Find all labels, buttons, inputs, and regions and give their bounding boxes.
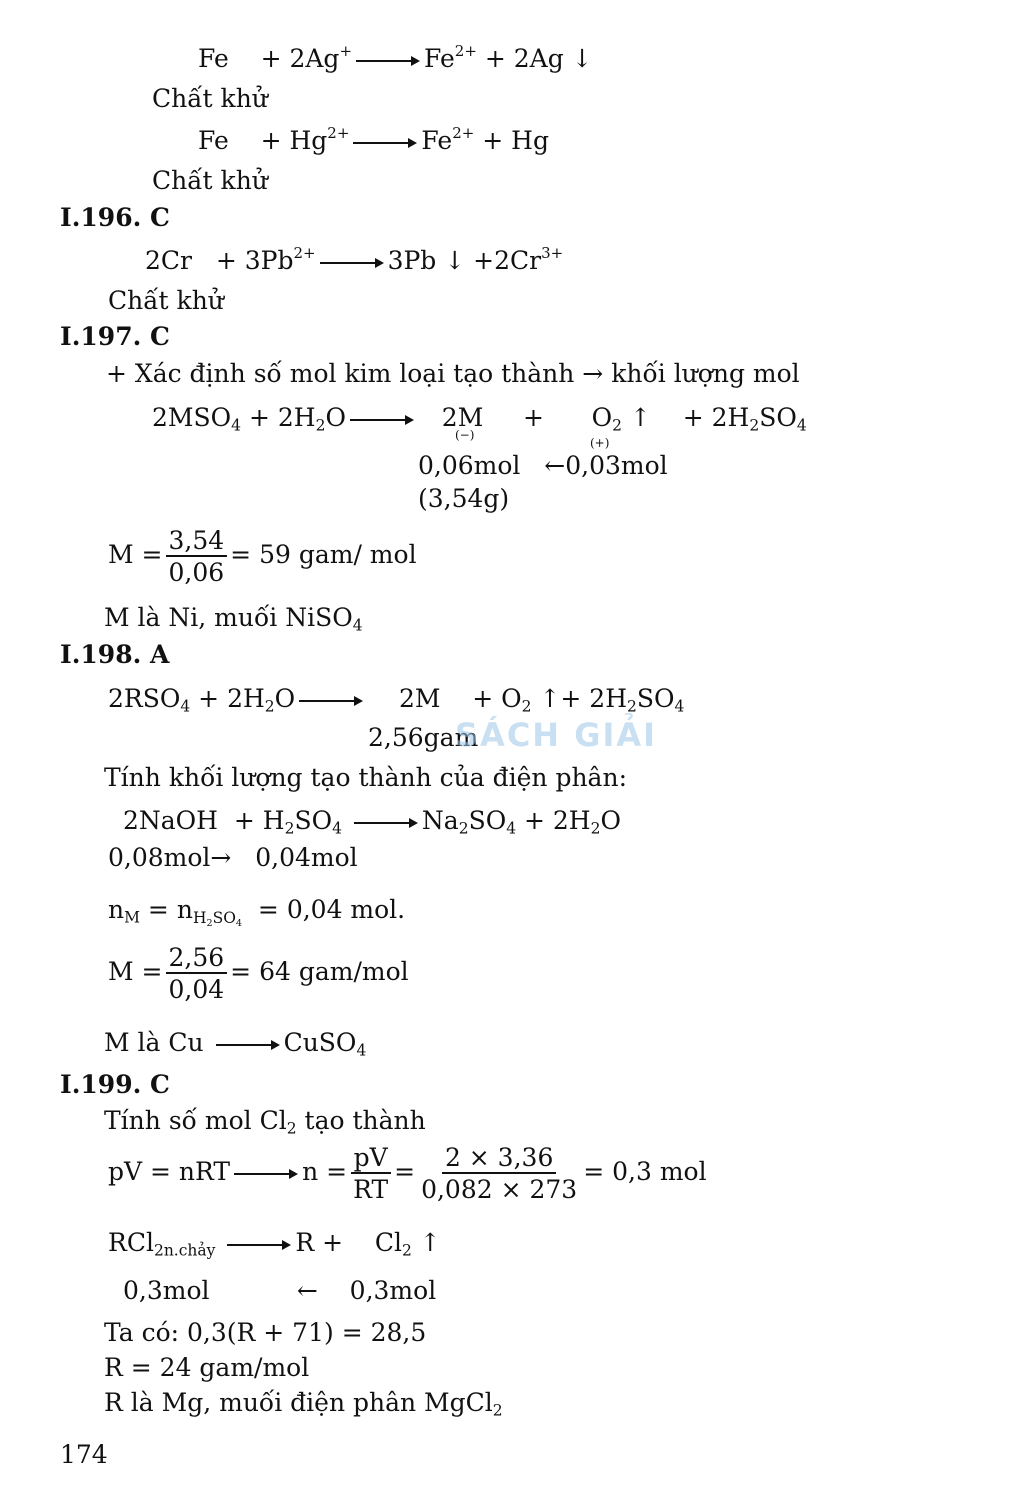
eq-cr-pb: $2Cr + 3Pb^{2+}$ 3Pb ↓ $+2Cr^{3+}$ xyxy=(145,243,564,275)
r-24: R = 24 gam/mol xyxy=(104,1353,310,1382)
eq-rcl: RCl$_{2n.chảy}$ R + $Cl_2$ ↑ xyxy=(108,1228,441,1260)
formula-pv: pV = nRT n = $\frac{pV}{RT}$ = $\frac{2 \times 3,36}{0,082 \times 273}$ = 0,3 mol xyxy=(108,1143,707,1204)
nm-equation: $n_M = n_{H_2SO_4} = 0,04$ mol. xyxy=(108,895,406,929)
heading-197: I.197. C xyxy=(60,322,170,351)
heading-198: I.198. A xyxy=(60,640,170,669)
page-number: 174 xyxy=(60,1440,108,1469)
anode-mark: (+) xyxy=(590,436,610,450)
tinh-khoi-luong: Tính khối lượng tạo thành của điện phân: xyxy=(104,763,627,792)
eq-fe-ag: Fe + 2Ag+ $Fe^{2+} + 2Ag$ ↓ xyxy=(198,41,593,73)
mol-line-199: 0,3mol ← 0,3mol xyxy=(123,1276,437,1305)
chat-khu-3: Chất khử xyxy=(108,286,224,315)
eq-fe-hg: Fe + $Hg^{2+}$ $Fe^{2+} + Hg$ xyxy=(198,123,549,155)
arrow-icon xyxy=(216,1039,280,1051)
mass-354: (3,54g) xyxy=(418,484,510,513)
heading-196: I.196. C xyxy=(60,203,170,232)
chat-khu-2: Chất khử xyxy=(152,166,268,195)
formula-m-64: M = $\frac{2,56}{0,04}$ = 64 gam/mol xyxy=(108,943,409,1004)
watermark-logo: SÁCH GIẢI xyxy=(455,716,658,754)
arrow-icon xyxy=(354,817,418,829)
result-cu: M là Cu CuSO$_4$ xyxy=(104,1028,367,1060)
result-ni: M là Ni, muối NiSO$_4$ xyxy=(104,603,363,635)
ta-co: Ta có: 0,3(R + 71) = 28,5 xyxy=(104,1318,427,1347)
eq-naoh: 2NaOH + $H_2SO_4$ $Na_2SO_4 + 2H_2O$ xyxy=(123,806,621,838)
arrow-icon xyxy=(353,137,417,149)
eq-mso4: $2MSO_4 + 2H_2O$ 2M + $O_2$ ↑ + $2H_2SO_4$ xyxy=(152,403,807,435)
formula-m-59: M = $\frac{3,54}{0,06}$ = 59 gam/ mol xyxy=(108,526,417,587)
tinh-so-mol: Tính số mol $Cl_2$ tạo thành xyxy=(104,1106,426,1138)
arrow-icon xyxy=(227,1239,291,1251)
arrow-icon xyxy=(350,414,414,426)
arrow-icon xyxy=(234,1168,298,1180)
mol-line-197: 0,06mol ←0,03mol xyxy=(418,451,668,480)
chat-khu-1: Chất khử xyxy=(152,84,268,113)
arrow-icon xyxy=(299,695,363,707)
eq-rso4: $2RSO_4 + 2H_2O$ 2M + $O_2$ ↑+ $2H_2SO_4$ xyxy=(108,684,685,716)
cathode-mark: (−) xyxy=(455,428,475,442)
arrow-icon xyxy=(320,257,384,269)
step-197: + Xác định số mol kim loại tạo thành → khối lượng mol xyxy=(106,359,800,388)
arrow-icon xyxy=(356,55,420,67)
mass-256: 2,56gam xyxy=(368,723,479,752)
heading-199: I.199. C xyxy=(60,1070,170,1099)
result-mg: R là Mg, muối điện phân MgCl$_2$ xyxy=(104,1388,503,1420)
mol-line-198: 0,08mol→ 0,04mol xyxy=(108,843,358,872)
